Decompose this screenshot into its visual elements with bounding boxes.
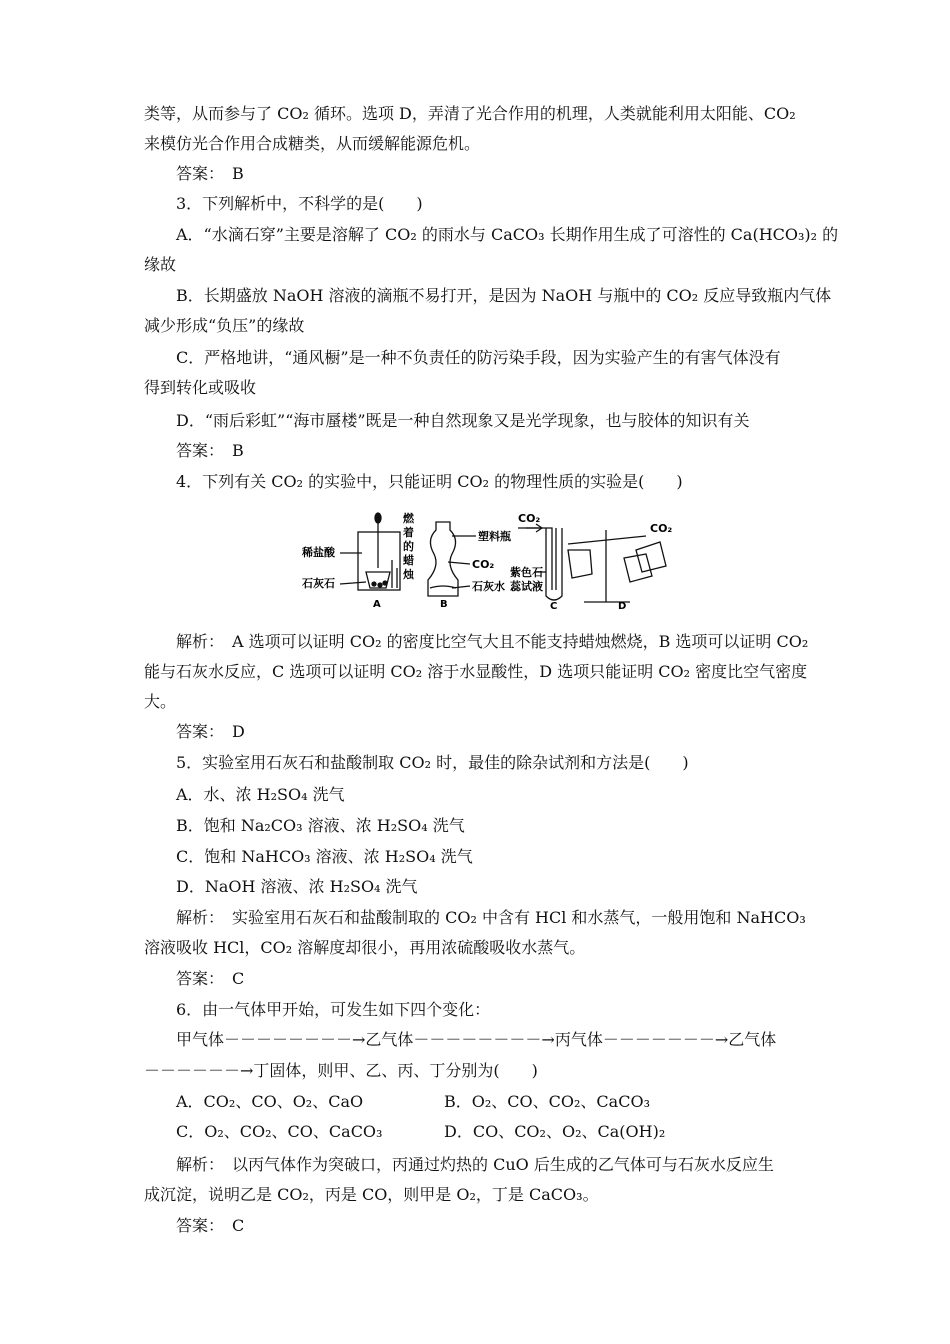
label-bottle: 塑料瓶 xyxy=(478,530,511,543)
svg-text:着: 着 xyxy=(403,526,414,539)
option-d: D．NaOH 溶液、浓 H₂SO₄ 洗气 xyxy=(176,877,418,896)
label-litmus: 紫色石 xyxy=(510,566,543,579)
explanation-5: 解析： 实验室用石灰石和盐酸制取的 CO₂ 中含有 HCl 和水蒸气，一般用饱和 NaHCO₃ xyxy=(176,908,806,927)
label-lime: 石灰水 xyxy=(472,580,505,593)
label-c: C xyxy=(550,601,558,610)
experiment-diagram xyxy=(300,510,692,610)
question-4: 4．下列有关 CO₂ 的实验中，只能证明 CO₂ 的物理性质的实验是( ) xyxy=(176,472,683,491)
option-b: B．长期盛放 NaOH 溶液的滴瓶不易打开，是因为 NaOH 与瓶中的 CO₂ 反应导致瓶内气体 xyxy=(176,286,832,305)
label-co2-c: CO₂ xyxy=(518,512,541,525)
label-stone: 石灰石 xyxy=(302,577,335,590)
explanation-6: 解析： 以丙气体作为突破口，丙通过灼热的 CuO 后生成的乙气体可与石灰水反应生 xyxy=(176,1155,774,1174)
label-candle: 燃 xyxy=(403,512,414,525)
label-co2-d: CO₂ xyxy=(650,522,673,535)
label-b: B xyxy=(440,599,448,610)
option-a: A．水、浓 H₂SO₄ 洗气 xyxy=(176,785,345,804)
option-d: D．CO、CO₂、O₂、Ca(OH)₂ xyxy=(444,1122,666,1141)
question-5: 5．实验室用石灰石和盐酸制取 CO₂ 时，最佳的除杂试剂和方法是( ) xyxy=(176,753,689,772)
option-b: B．饱和 Na₂CO₃ 溶液、浓 H₂SO₄ 洗气 xyxy=(176,816,465,835)
beaker-a xyxy=(358,532,400,590)
label-acid: 稀盐酸 xyxy=(302,546,335,559)
option-c: C．严格地讲，“通风橱”是一种不负责任的防污染手段，因为实验产生的有害气体没有 xyxy=(176,348,781,367)
co2-beaker-d xyxy=(636,542,666,572)
explanation-4-cont: 能与石灰水反应，C 选项可以证明 CO₂ 溶于水显酸性，D 选项只能证明 CO₂ 密度比空气密度 xyxy=(144,662,808,681)
explanation-4: 解析： A 选项可以证明 CO₂ 的密度比空气大且不能支持蜡烛燃烧，B 选项可以证明 CO₂ xyxy=(176,632,809,651)
answer-line: 答案： C xyxy=(176,969,245,988)
text-line: 来模仿光合作用合成糖类，从而缓解能源危机。 xyxy=(144,134,481,153)
beaker-d-left xyxy=(568,550,592,578)
svg-text:蜡: 蜡 xyxy=(403,554,414,567)
flow-line-cont: －－－－－－→丁固体，则甲、乙、丙、丁分别为( ) xyxy=(144,1061,538,1080)
answer-line: 答案： D xyxy=(176,722,245,741)
option-a: A．CO₂、CO、O₂、CaO xyxy=(176,1092,364,1111)
explanation-6-cont: 成沉淀，说明乙是 CO₂，丙是 CO，则甲是 O₂，丁是 CaCO₃。 xyxy=(144,1185,599,1204)
svg-text:烛: 烛 xyxy=(403,568,414,581)
explanation-4-cont: 大。 xyxy=(144,692,177,711)
option-b: B．O₂、CO、CO₂、CaCO₃ xyxy=(444,1092,650,1111)
answer-line: 答案： C xyxy=(176,1216,245,1235)
text-line: 类等，从而参与了 CO₂ 循环。选项 D，弄清了光合作用的机理，人类就能利用太阳能、CO₂ xyxy=(144,104,796,123)
bottle-b xyxy=(428,522,458,596)
label-a: A xyxy=(373,599,381,610)
option-c-cont: 得到转化或吸收 xyxy=(144,378,257,397)
flow-line: 甲气体－－－－－－－－→乙气体－－－－－－－－→丙气体－－－－－－－→乙气体 xyxy=(176,1030,777,1049)
question-6: 6．由一气体甲开始，可发生如下四个变化： xyxy=(176,1000,491,1019)
option-d: D．“雨后彩虹”“海市蜃楼”既是一种自然现象又是光学现象，也与胶体的知识有关 xyxy=(176,411,750,430)
experiment-figure xyxy=(300,510,692,610)
label-d: D xyxy=(618,601,627,610)
test-tube-c xyxy=(546,528,562,600)
option-c: C．O₂、CO₂、CO、CaCO₃ xyxy=(176,1122,383,1141)
explanation-5-cont: 溶液吸收 HCl，CO₂ 溶解度却很小，再用浓硫酸吸收水蒸气。 xyxy=(144,938,586,957)
svg-text:蕊试液: 蕊试液 xyxy=(510,580,543,593)
dropper-a xyxy=(375,513,381,523)
option-a-cont: 缘故 xyxy=(144,255,177,274)
option-a: A．“水滴石穿”主要是溶解了 CO₂ 的雨水与 CaCO₃ 长期作用生成了可溶性的 Ca(HCO₃)₂ 的 xyxy=(176,225,839,244)
answer-line: 答案： B xyxy=(176,164,244,183)
svg-text:的: 的 xyxy=(403,540,414,553)
option-c: C．饱和 NaHCO₃ 溶液、浓 H₂SO₄ 洗气 xyxy=(176,847,473,866)
label-co2-b: CO₂ xyxy=(472,558,495,571)
question-3: 3．下列解析中，不科学的是( ) xyxy=(176,194,423,213)
option-b-cont: 减少形成“负压”的缘故 xyxy=(144,316,305,335)
answer-line: 答案： B xyxy=(176,441,244,460)
